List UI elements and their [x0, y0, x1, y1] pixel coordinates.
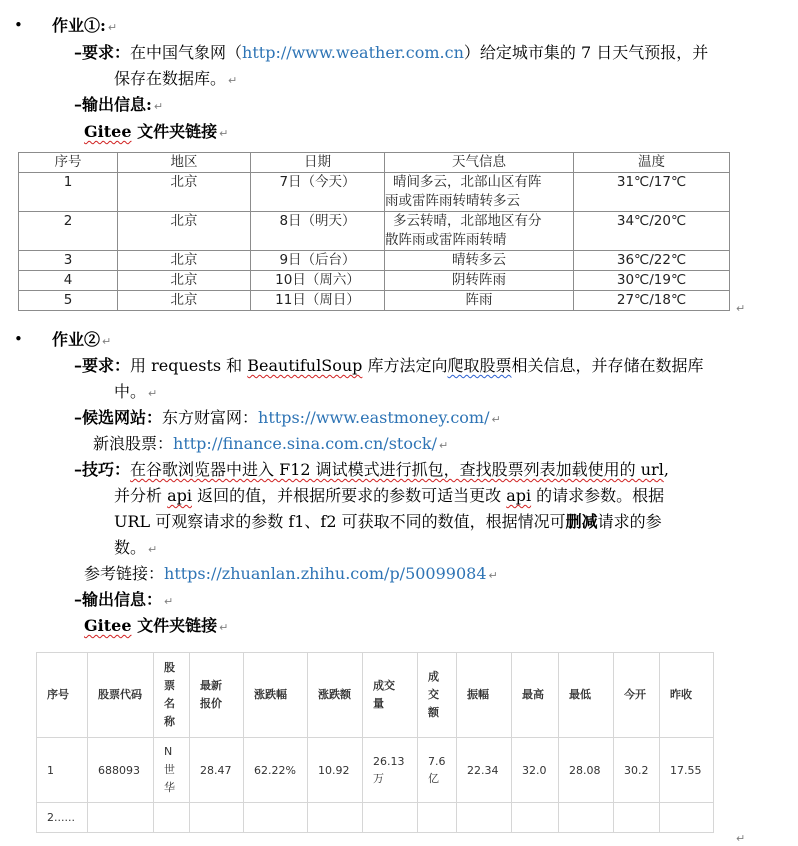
cell-no: 1 — [19, 173, 118, 212]
cell — [512, 803, 559, 833]
stock-table — [36, 652, 714, 833]
table-row — [37, 803, 714, 833]
cell — [418, 803, 457, 833]
hw1-title: 作业①: ↵ — [52, 16, 118, 35]
table-row — [37, 738, 714, 803]
cell-weather: 晴转多云 — [385, 251, 574, 271]
hw2-tip-line1: –技巧：在谷歌浏览器中进入 F12 调试模式进行抓包，查找股票列表加载使用的 url, — [74, 460, 669, 479]
weather-col-temp: 温度 — [574, 153, 730, 173]
hw1-requirement-line2: 保存在数据库。 ↵ — [114, 69, 238, 88]
weather-table-header — [19, 153, 730, 173]
cell: 32.0 — [512, 738, 559, 803]
cell-date: 11日（周日） — [251, 291, 385, 311]
cell: 22.34 — [457, 738, 512, 803]
col-open: 今开 — [614, 653, 660, 738]
hw2-title: 作业② ↵ — [52, 330, 112, 349]
cell — [88, 803, 154, 833]
table-row — [19, 291, 730, 311]
col-high: 最高 — [512, 653, 559, 738]
cell-temp: 31℃/17℃ — [574, 173, 730, 212]
cell: N世华 — [154, 738, 190, 803]
cell-date: 8日（明天） — [251, 212, 385, 251]
cell: 26.13万 — [363, 738, 418, 803]
weather-col-info: 天气信息 — [385, 153, 574, 173]
weather-col-region: 地区 — [118, 153, 251, 173]
col-low: 最低 — [559, 653, 614, 738]
zhihu-reference-link[interactable]: https://zhuanlan.zhihu.com/p/50099084 — [164, 564, 487, 583]
weather-col-date: 日期 — [251, 153, 385, 173]
cell-no: 3 — [19, 251, 118, 271]
cell — [154, 803, 190, 833]
weather-table — [18, 152, 730, 311]
col-amplitude: 振幅 — [457, 653, 512, 738]
cell: 1 — [37, 738, 88, 803]
cell-region: 北京 — [118, 173, 251, 212]
stock-table-header — [37, 653, 714, 738]
hw2-gitee-link-label: Gitee 文件夹链接 ↵ — [84, 616, 229, 635]
paragraph-mark: ↵ — [736, 302, 746, 315]
cell: 7.6亿 — [418, 738, 457, 803]
hw2-candidate-sina: 新浪股票：http://finance.sina.com.cn/stock/ ↵ — [93, 434, 449, 453]
col-latest: 最新报价 — [190, 653, 244, 738]
cell: 30.2 — [614, 738, 660, 803]
cell-region: 北京 — [118, 212, 251, 251]
eastmoney-link[interactable]: https://www.eastmoney.com/ — [258, 408, 490, 427]
col-code: 股票代码 — [88, 653, 154, 738]
cell-region: 北京 — [118, 291, 251, 311]
hw2-candidate-sites: –候选网站：东方财富网：https://www.eastmoney.com/ ↵ — [74, 408, 501, 427]
cell — [660, 803, 714, 833]
bullet-hw1: • — [14, 16, 23, 34]
cell — [559, 803, 614, 833]
cell: 10.92 — [308, 738, 363, 803]
cell: 688093 — [88, 738, 154, 803]
cell-date: 10日（周六） — [251, 271, 385, 291]
col-prev-close: 昨收 — [660, 653, 714, 738]
table-row — [19, 271, 730, 291]
cell-weather: 晴间多云，北部山区有阵 雨或雷阵雨转晴转多云 — [385, 173, 574, 212]
weather-link[interactable]: http://www.weather.com.cn — [242, 43, 464, 62]
table-row — [19, 212, 730, 251]
cell-temp: 30℃/19℃ — [574, 271, 730, 291]
hw2-output-label: –输出信息： ↵ — [74, 590, 174, 609]
cell: 2...... — [37, 803, 88, 833]
cell-temp: 34℃/20℃ — [574, 212, 730, 251]
hw1-gitee-link-label: Gitee 文件夹链接 ↵ — [84, 122, 229, 141]
cell-no: 2 — [19, 212, 118, 251]
hw1-output-label: –输出信息: ↵ — [74, 95, 164, 114]
hw2-tip-line3: URL 可观察请求的参数 f1、f2 可获取不同的数值，根据情况可删减请求的参 — [114, 512, 662, 531]
cell — [190, 803, 244, 833]
cell: 28.47 — [190, 738, 244, 803]
col-turnover: 成交额 — [418, 653, 457, 738]
cell — [363, 803, 418, 833]
cell: 17.55 — [660, 738, 714, 803]
cell — [244, 803, 308, 833]
col-volume: 成交量 — [363, 653, 418, 738]
cell — [457, 803, 512, 833]
cell-date: 9日（后台） — [251, 251, 385, 271]
cell-region: 北京 — [118, 251, 251, 271]
col-name: 股票名称 — [154, 653, 190, 738]
cell — [308, 803, 363, 833]
cell: 62.22% — [244, 738, 308, 803]
hw2-tip-line4: 数。 ↵ — [114, 538, 158, 557]
hw2-requirement-line1: –要求：用 requests 和 BeautifulSoup 库方法定向爬取股票相关信息，并存储在数据库 — [74, 356, 704, 375]
hw2-reference: 参考链接：https://zhuanlan.zhihu.com/p/50099084 ↵ — [84, 564, 498, 583]
cell: 28.08 — [559, 738, 614, 803]
paragraph-mark: ↵ — [736, 832, 746, 845]
bullet-hw2: • — [14, 330, 23, 348]
col-no: 序号 — [37, 653, 88, 738]
cell-temp: 27℃/18℃ — [574, 291, 730, 311]
table-row — [19, 251, 730, 271]
sina-stock-link[interactable]: http://finance.sina.com.cn/stock/ — [173, 434, 438, 453]
cell-region: 北京 — [118, 271, 251, 291]
cell-weather: 阴转阵雨 — [385, 271, 574, 291]
table-row — [19, 173, 730, 212]
cell-weather: 阵雨 — [385, 291, 574, 311]
cell-no: 4 — [19, 271, 118, 291]
cell-date: 7日（今天） — [251, 173, 385, 212]
cell-weather: 多云转晴，北部地区有分 散阵雨或雷阵雨转晴 — [385, 212, 574, 251]
hw2-requirement-line2: 中。 ↵ — [114, 382, 158, 401]
hw1-requirement-line1: –要求：在中国气象网（http://www.weather.com.cn）给定城市集的 7 日天气预报，并 — [74, 43, 709, 62]
cell-no: 5 — [19, 291, 118, 311]
cell — [614, 803, 660, 833]
cell-temp: 36℃/22℃ — [574, 251, 730, 271]
weather-col-no: 序号 — [19, 153, 118, 173]
col-change-pct: 涨跌幅 — [244, 653, 308, 738]
hw2-tip-line2: 并分析 api 返回的值，并根据所要求的参数可适当更改 api 的请求参数。根据 — [114, 486, 665, 505]
col-change-amt: 涨跌额 — [308, 653, 363, 738]
